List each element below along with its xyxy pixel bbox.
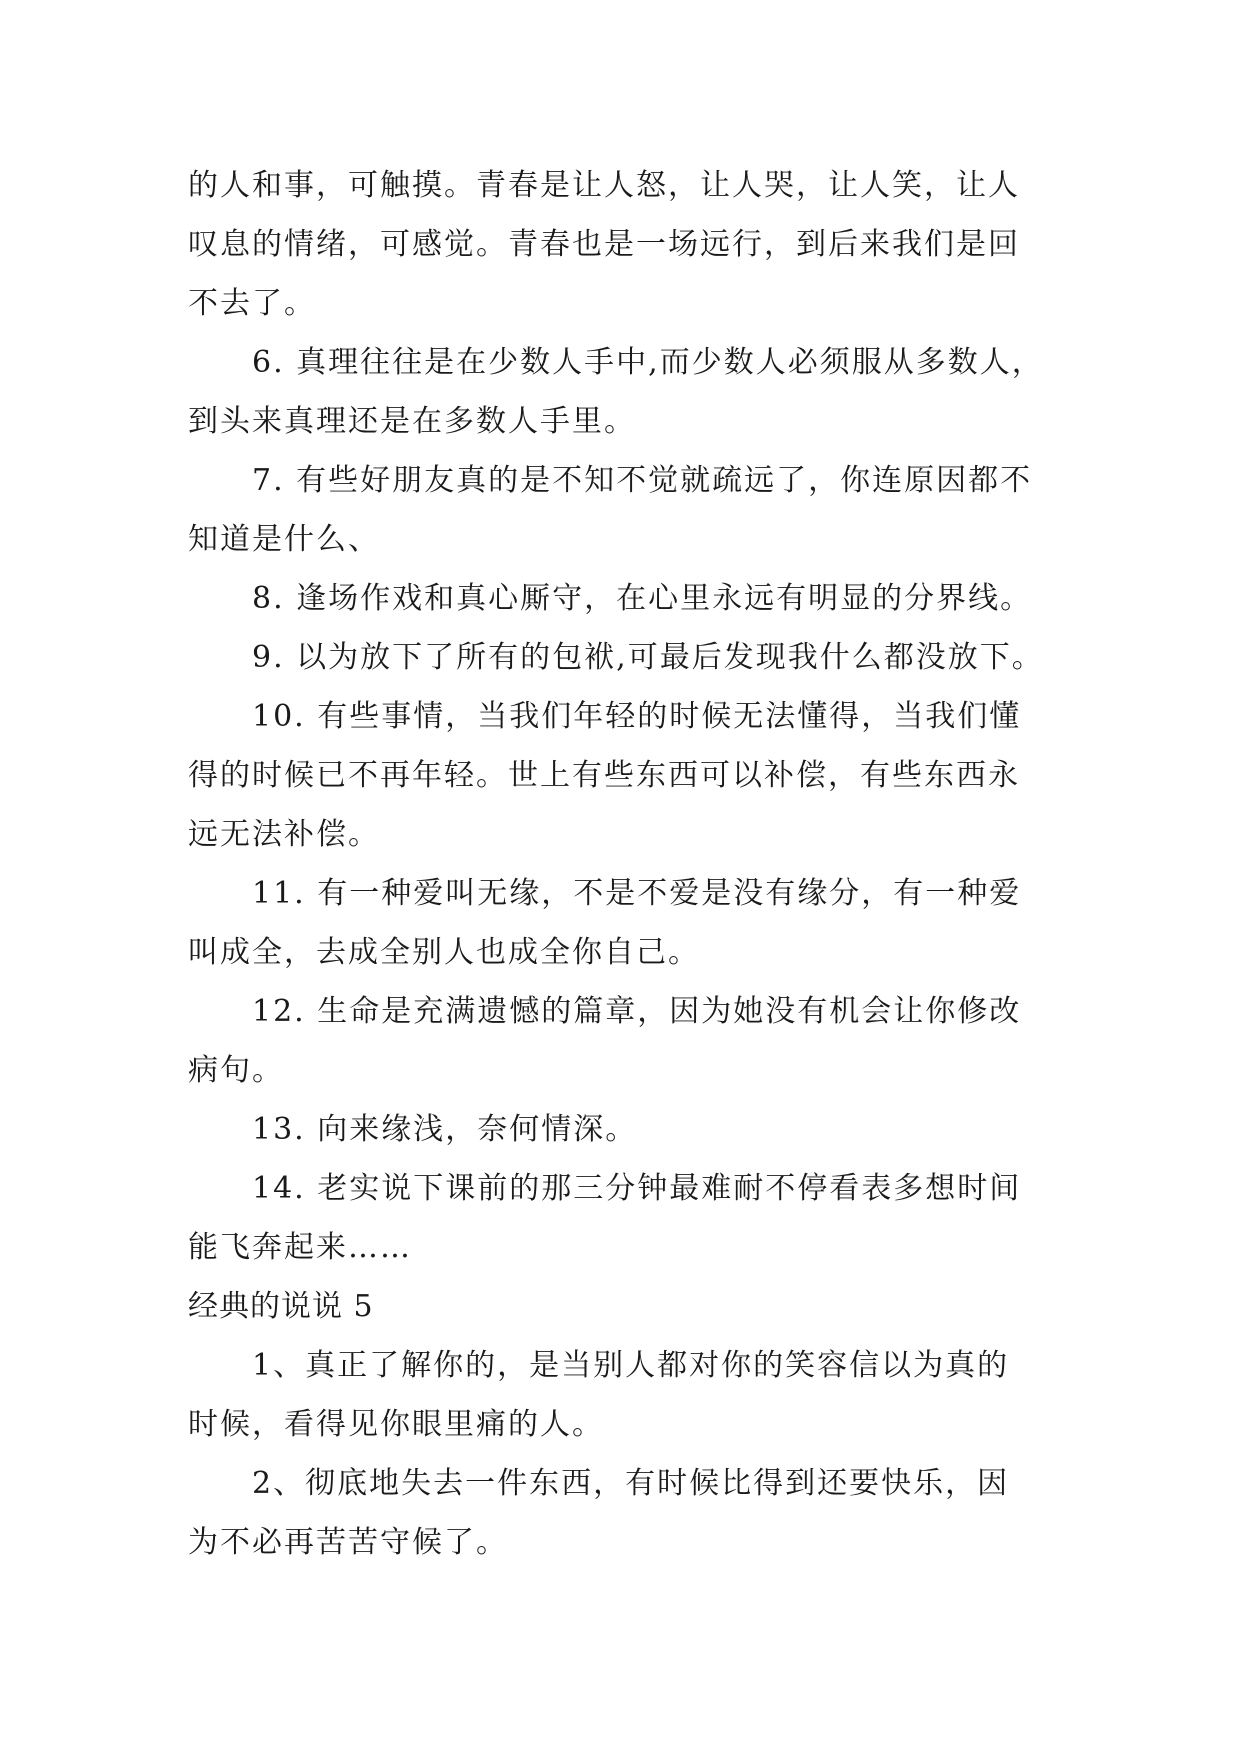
text-line: 为不必再苦苦守候了。	[188, 1525, 508, 1560]
text-line: 叹息的情绪，可感觉。青春也是一场远行，到后来我们是回	[188, 227, 1020, 262]
document-body	[188, 156, 1068, 1572]
text-line: 能飞奔起来……	[188, 1230, 412, 1265]
quote-item-2: 2、彻底地失去一件东西，有时候比得到还要快乐，因	[252, 1466, 1010, 1501]
text-line: 时候，看得见你眼里痛的人。	[188, 1407, 604, 1442]
text-line: 的人和事，可触摸。青春是让人怒，让人哭，让人笑，让人	[188, 168, 1020, 203]
text-line: 叫成全，去成全别人也成全你自己。	[188, 935, 700, 970]
text-line: 病句。	[188, 1053, 284, 1088]
text-line: 不去了。	[188, 286, 316, 321]
text-line: 知道是什么、	[188, 522, 380, 557]
quote-item-12: 12. 生命是充满遗憾的篇章，因为她没有机会让你修改	[252, 994, 1022, 1029]
quote-item-6: 6. 真理往往是在少数人手中,而少数人必须服从多数人，	[252, 345, 1044, 380]
quote-item-11: 11. 有一种爱叫无缘，不是不爱是没有缘分，有一种爱	[252, 876, 1022, 911]
quote-item-10: 10. 有些事情，当我们年轻的时候无法懂得，当我们懂	[252, 699, 1022, 734]
text-line: 到头来真理还是在多数人手里。	[188, 404, 636, 439]
quote-item-14: 14. 老实说下课前的那三分钟最难耐不停看表多想时间	[252, 1171, 1022, 1206]
section-heading: 经典的说说 5	[188, 1289, 374, 1324]
text-line: 远无法补偿。	[188, 817, 380, 852]
quote-item-7: 7. 有些好朋友真的是不知不觉就疏远了，你连原因都不	[252, 463, 1033, 498]
text-line: 得的时候已不再年轻。世上有些东西可以补偿，有些东西永	[188, 758, 1020, 793]
quote-item-1: 1、真正了解你的，是当别人都对你的笑容信以为真的	[252, 1348, 1010, 1383]
quote-item-13: 13. 向来缘浅，奈何情深。	[252, 1112, 638, 1147]
quote-item-8: 8. 逢场作戏和真心厮守，在心里永远有明显的分界线。	[252, 581, 1033, 616]
quote-item-9: 9. 以为放下了所有的包袱,可最后发现我什么都没放下。	[252, 640, 1044, 675]
